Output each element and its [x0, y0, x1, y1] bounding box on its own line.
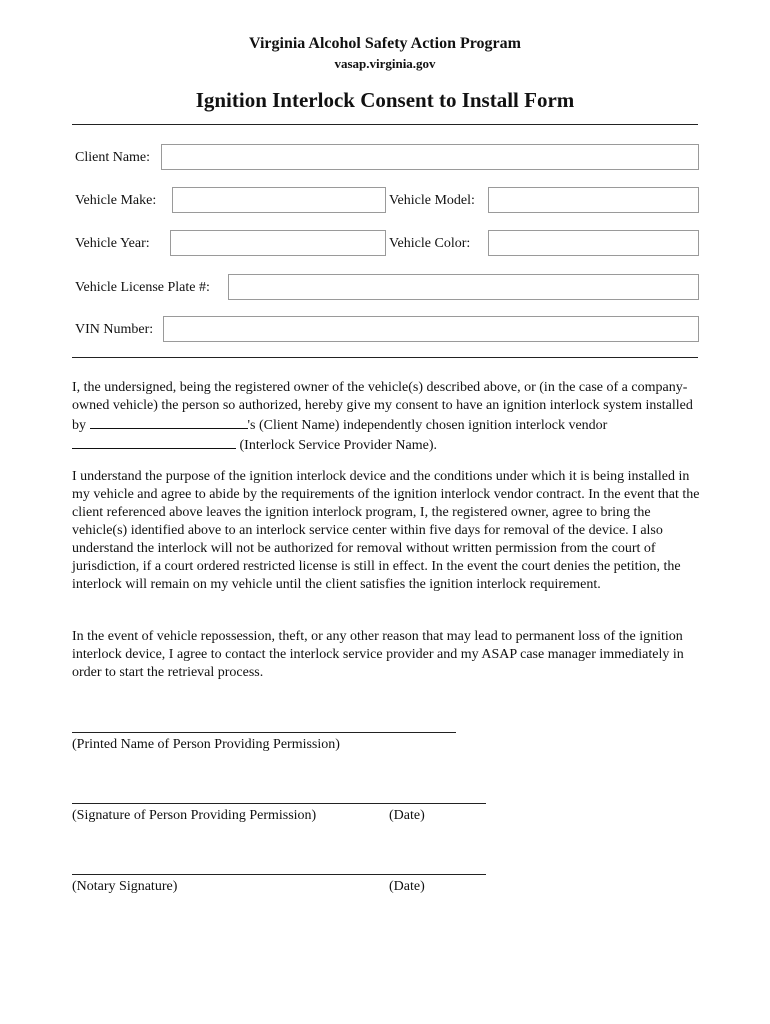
- header-divider: [72, 124, 698, 125]
- vehicle-year-label: Vehicle Year:: [75, 236, 150, 251]
- printed-name-line[interactable]: [72, 732, 456, 733]
- consent-text-part-3: (Interlock Service Provider Name).: [239, 438, 437, 453]
- fields-divider: [72, 357, 698, 358]
- printed-name-caption: (Printed Name of Person Providing Permission): [72, 737, 340, 752]
- consent-text-part-2: 's (Client Name) independently chosen ignition interlock vendor: [247, 418, 608, 433]
- license-plate-input[interactable]: [228, 274, 699, 300]
- client-name-blank[interactable]: [90, 415, 248, 429]
- vin-number-label: VIN Number:: [75, 322, 154, 337]
- license-plate-label: Vehicle License Plate #:: [75, 280, 210, 295]
- vehicle-make-input[interactable]: [172, 187, 386, 213]
- vehicle-color-input[interactable]: [488, 230, 699, 256]
- notary-signature-line[interactable]: [72, 874, 486, 875]
- form-title: Ignition Interlock Consent to Install Form: [195, 88, 575, 112]
- vehicle-color-label: Vehicle Color:: [389, 236, 471, 251]
- signature-date-caption: (Date): [389, 808, 425, 823]
- organization-name: Virginia Alcohol Safety Action Program: [249, 35, 521, 52]
- repossession-paragraph: In the event of vehicle repossession, theft, or any other reason that may lead to permanent loss of the ignition interlock device, I agree to contact the interlock service provider and my ASAP case manager immediately in order to start the retrieval process.: [72, 629, 684, 680]
- consent-paragraph: [72, 379, 702, 455]
- vehicle-make-label: Vehicle Make:: [75, 193, 157, 208]
- understanding-paragraph: I understand the purpose of the ignition interlock device and the conditions under which it is being installed in my vehicle and agree to abide by the requirements of the ignition interlock vendor contract. In the event that the client referenced above leaves the ignition interlock program, I, the registered owner, agree to bring the vehicle(s) identified above to an interlock service center within five days for removal of the device. I also understand the interlock will not be authorized for removal without written permission from the court of jurisdiction, if a court ordered restricted license is still in effect. In the event the court denies the petition, the interlock will remain on my vehicle until the client satisfies the ignition interlock requirement.: [72, 469, 700, 592]
- signature-caption: (Signature of Person Providing Permission): [72, 808, 317, 823]
- website-url: vasap.virginia.gov: [334, 56, 436, 71]
- notary-signature-caption: (Notary Signature): [72, 879, 178, 894]
- vehicle-model-label: Vehicle Model:: [389, 193, 475, 208]
- vehicle-model-input[interactable]: [488, 187, 699, 213]
- client-name-input[interactable]: [161, 144, 699, 170]
- client-name-label: Client Name:: [75, 150, 151, 165]
- notary-date-caption: (Date): [389, 879, 425, 894]
- signature-line[interactable]: [72, 803, 486, 804]
- provider-name-blank[interactable]: [72, 435, 236, 449]
- vin-number-input[interactable]: [163, 316, 699, 342]
- vehicle-year-input[interactable]: [170, 230, 386, 256]
- consent-text-part-1: I, the undersigned, being the registered owner of the vehicle(s) described above, or (in the case of a company-owned vehicle) the person so authorized, hereby give my consent to have an ignition interlock system installed by: [72, 380, 693, 433]
